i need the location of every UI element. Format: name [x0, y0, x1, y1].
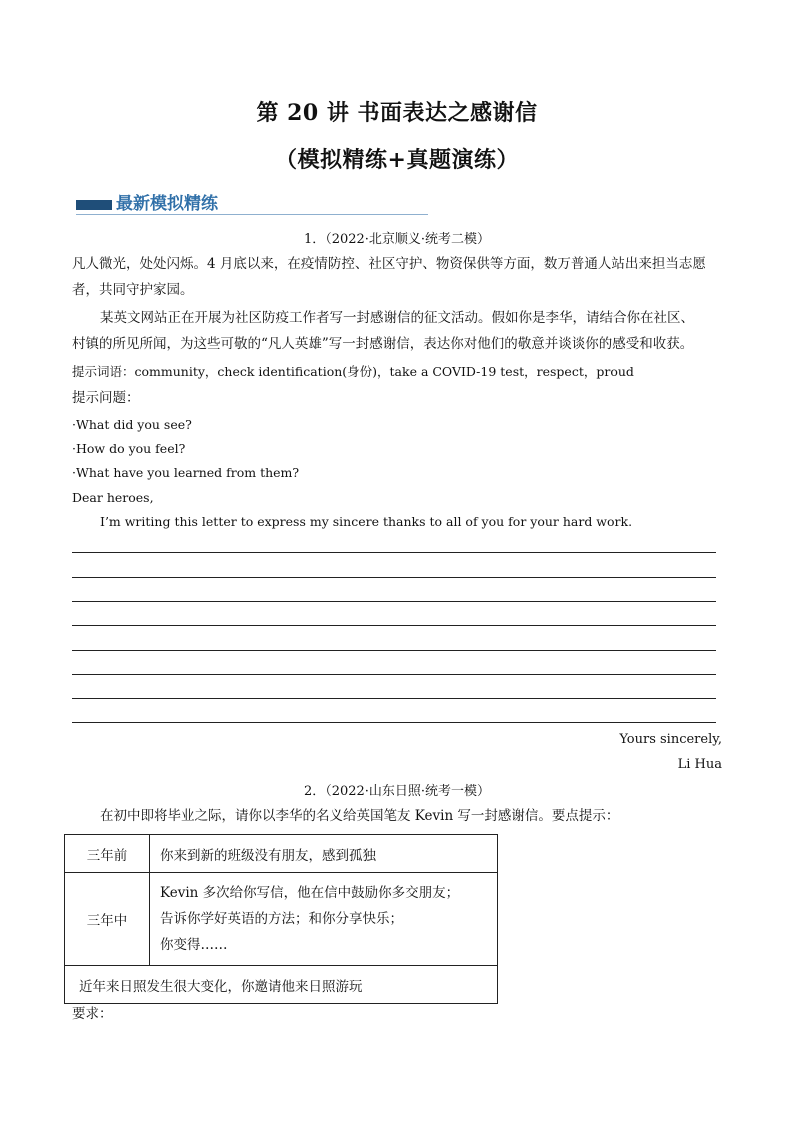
- q1-question-3: ·What have you learned from them?: [72, 465, 300, 480]
- writing-line[interactable]: [72, 577, 716, 578]
- page-title: 第 20 讲 书面表达之感谢信: [256, 100, 538, 126]
- writing-line[interactable]: [72, 601, 716, 602]
- row2-line-2: 告诉你学好英语的方法；和你分享快乐；: [160, 911, 403, 927]
- q1-hint-questions-label: 提示问题：: [72, 390, 140, 406]
- writing-line[interactable]: [72, 650, 716, 651]
- q2-intro: 在初中即将毕业之际，请你以李华的名义给英国笔友 Kevin 写一封感谢信。要点提示：: [100, 808, 620, 824]
- q1-task-line2: 村镇的所见所闻，为这些可敬的“凡人英雄”写一封感谢信，表达你对他们的敬意并谈谈你的感受和收获。: [72, 336, 694, 352]
- q1-hint-words: 提示词语：community，check identification(身份)，take a COVID-19 test，respect，proud: [72, 364, 634, 379]
- row2-line-3: 你变得……: [160, 937, 228, 953]
- q1-salutation: Dear heroes,: [72, 490, 154, 505]
- table-row: [65, 835, 498, 873]
- row2-line-1: Kevin 多次给你写信，他在信中鼓励你多交朋友；: [160, 885, 460, 901]
- section-banner: [76, 193, 428, 217]
- writing-line[interactable]: [72, 698, 716, 699]
- writing-line[interactable]: [72, 722, 716, 723]
- q2-points-table: [64, 834, 498, 1004]
- writing-line[interactable]: [72, 552, 716, 553]
- q2-header: 2．（2022·山东日照·统考一模）: [303, 784, 491, 799]
- row2-label: 三年中: [65, 873, 150, 966]
- section-banner-label: 最新模拟精练: [116, 194, 218, 214]
- q1-signature: Li Hua: [677, 757, 722, 772]
- q1-closing: Yours sincerely,: [619, 732, 722, 747]
- q1-task-line1: 某英文网站正在开展为社区防疫工作者写一封感谢信的征文活动。假如你是李华，请结合你在社区、: [100, 310, 694, 326]
- q1-question-2: ·How do you feel?: [72, 441, 186, 456]
- q1-header: 1．（2022·北京顺义·统考二模）: [303, 232, 491, 247]
- row3-text: 近年来日照发生很大变化，你邀请他来日照游玩: [65, 966, 498, 1004]
- q1-intro-line1: 凡人微光，处处闪烁。4 月底以来，在疫情防控、社区守护、物资保供等方面，数万普通人站出来担当志愿: [72, 256, 706, 272]
- q1-question-1: ·What did you see?: [72, 417, 192, 432]
- banner-bar-decoration: [76, 200, 112, 210]
- banner-underline: [76, 214, 428, 215]
- table-row: [65, 873, 498, 966]
- q1-intro-line2: 者，共同守护家园。: [72, 282, 194, 298]
- table-row: [65, 966, 498, 1004]
- q2-requirements-label: 要求：: [72, 1006, 113, 1022]
- row2-content: [150, 873, 498, 966]
- row1-label: 三年前: [65, 835, 150, 873]
- writing-line[interactable]: [72, 625, 716, 626]
- q1-opening: I’m writing this letter to express my sincere thanks to all of you for your hard work.: [100, 514, 633, 529]
- writing-line[interactable]: [72, 674, 716, 675]
- page-subtitle: （模拟精练+真题演练）: [275, 147, 519, 173]
- row1-text: 你来到新的班级没有朋友，感到孤独: [150, 835, 498, 873]
